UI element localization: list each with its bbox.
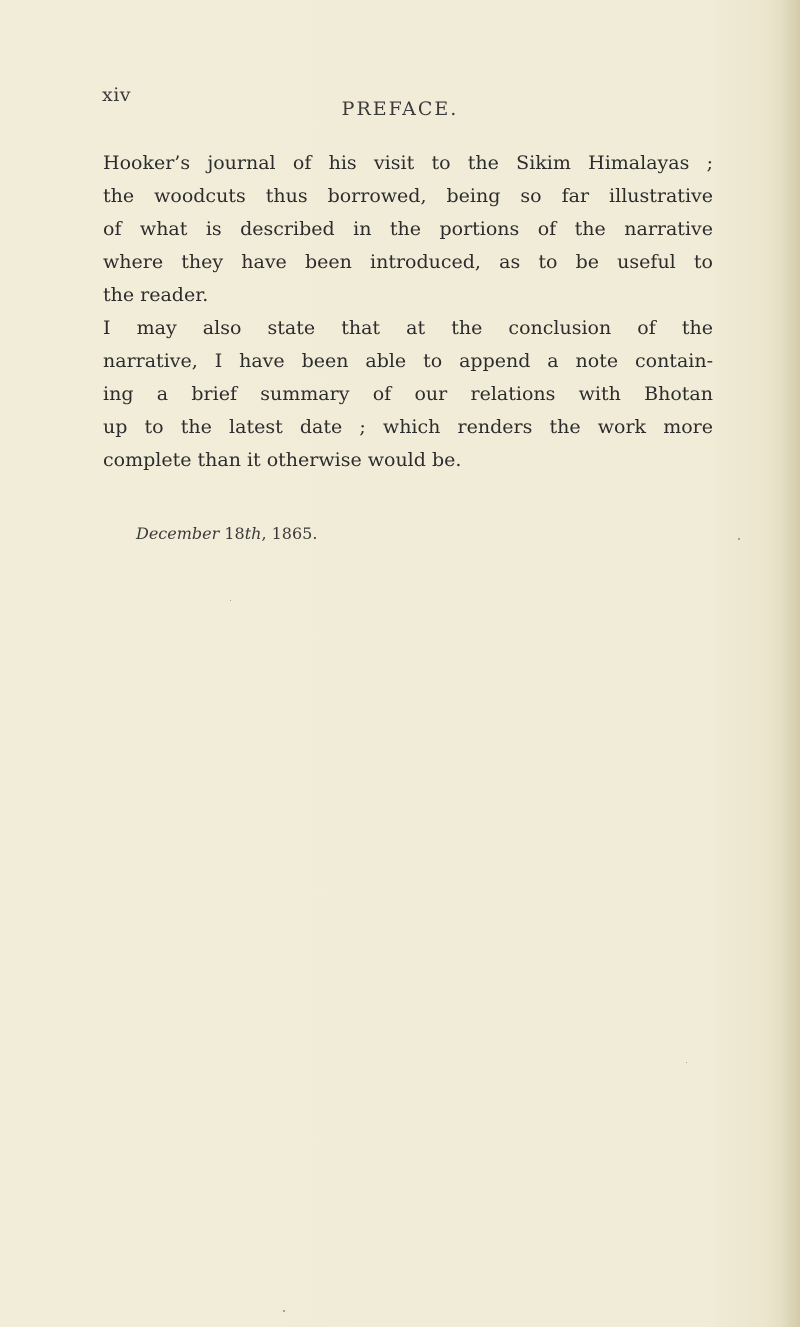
signoff-year: , 1865. <box>261 524 318 543</box>
text-line: ing a brief summary of our relations with Bhotan <box>103 383 713 405</box>
paper-speck <box>230 600 231 601</box>
text-line: the woodcuts thus borrowed, being so far illustrative <box>103 185 713 207</box>
date-signoff <box>136 524 317 543</box>
text-line: complete than it otherwise would be. <box>103 449 462 471</box>
text-line: where they have been introduced, as to be useful to <box>103 251 713 273</box>
page-number: xiv <box>102 84 132 106</box>
text-line: narrative, I have been able to append a note contain- <box>103 350 713 372</box>
signoff-day: 18 <box>224 524 245 543</box>
signoff-month: December <box>136 524 220 543</box>
text-line: I may also state that at the conclusion of the <box>103 317 713 339</box>
page-edge-shadow <box>782 0 800 1327</box>
text-line: the reader. <box>103 284 209 306</box>
text-line: of what is described in the portions of the narrative <box>103 218 713 240</box>
signoff-day-suffix: th <box>244 524 262 543</box>
paper-speck <box>686 1062 687 1063</box>
paper-speck <box>738 538 740 540</box>
running-title: PREFACE. <box>341 98 459 120</box>
text-line: up to the latest date ; which renders the work more <box>103 416 713 438</box>
text-line: Hooker’s journal of his visit to the Sikim Himalayas ; <box>103 152 713 174</box>
body-text <box>103 147 713 477</box>
paper-speck <box>283 1310 285 1312</box>
